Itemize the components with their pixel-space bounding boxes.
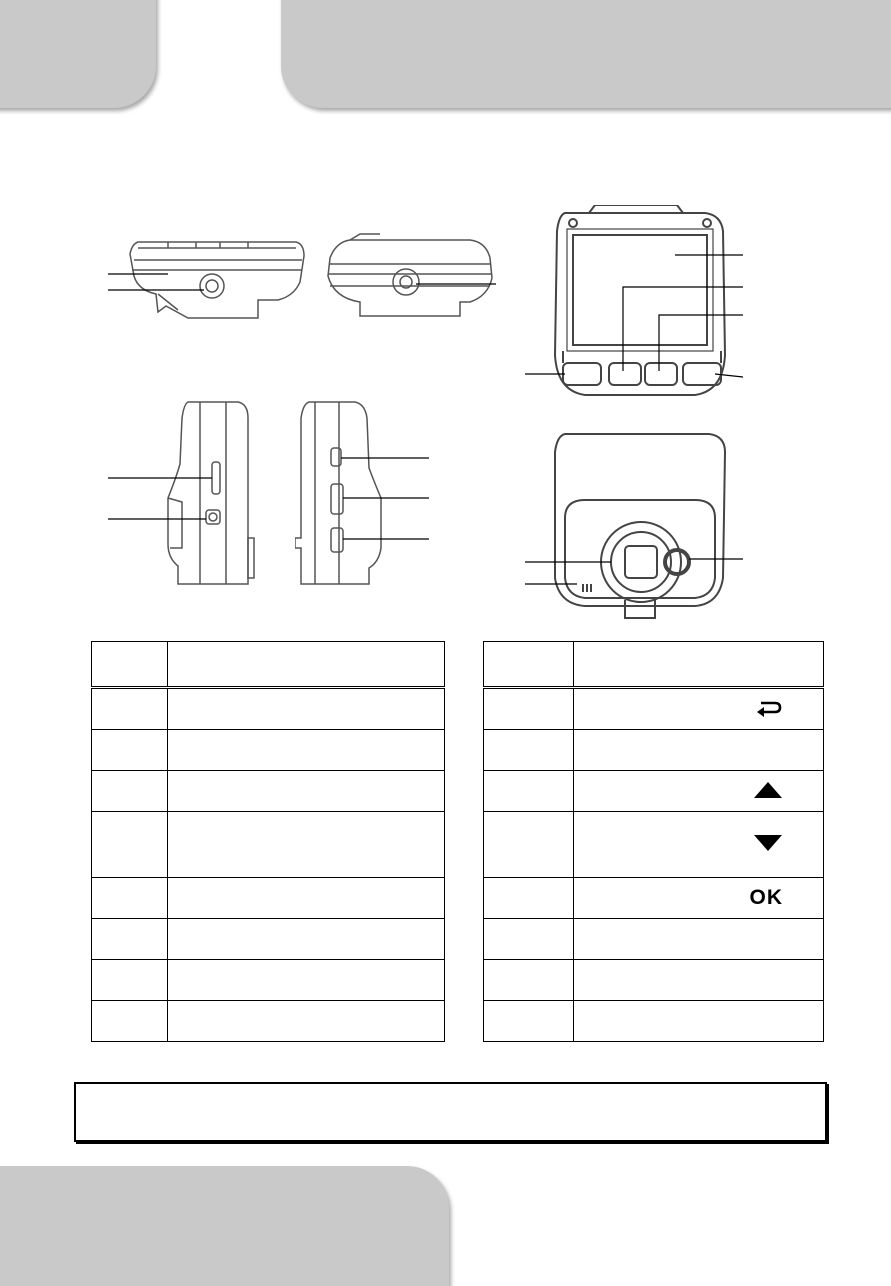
- table-row: [484, 771, 824, 812]
- camera-left-side-diagram: [108, 398, 258, 590]
- table-row: [484, 960, 824, 1001]
- table-row: [92, 919, 445, 960]
- table-row: [484, 730, 824, 771]
- header-tab-right: [281, 0, 891, 108]
- note-box: [74, 1082, 827, 1142]
- table-header-number: [484, 642, 574, 688]
- table-row: [92, 730, 445, 771]
- table-row: [484, 812, 824, 878]
- table-row: [484, 878, 824, 919]
- table-row: [92, 878, 445, 919]
- parts-table-left: [91, 641, 445, 1042]
- camera-bottom-view-diagram: [320, 230, 500, 320]
- camera-rear-view-diagram: [525, 205, 745, 405]
- table-row: [92, 771, 445, 812]
- camera-front-view-diagram: [525, 428, 745, 624]
- table-row: [92, 1001, 445, 1042]
- back-arrow-icon: [755, 699, 783, 720]
- triangle-down-icon: [753, 834, 783, 855]
- table-header-name: [168, 642, 445, 688]
- camera-top-view-diagram: [108, 230, 308, 320]
- footer-tab: [0, 1166, 449, 1286]
- triangle-up-icon: [753, 781, 783, 802]
- camera-right-side-diagram: [295, 398, 435, 590]
- table-header-number: [92, 642, 168, 688]
- table-header-name: [574, 642, 824, 688]
- header-tab-left: [0, 0, 156, 108]
- table-row: [92, 688, 445, 730]
- table-row: [484, 1001, 824, 1042]
- table-row: [484, 919, 824, 960]
- table-row: [484, 688, 824, 730]
- parts-table-right: [483, 641, 824, 1042]
- ok-icon: OK: [749, 886, 783, 909]
- table-row: [92, 812, 445, 878]
- table-row: [92, 960, 445, 1001]
